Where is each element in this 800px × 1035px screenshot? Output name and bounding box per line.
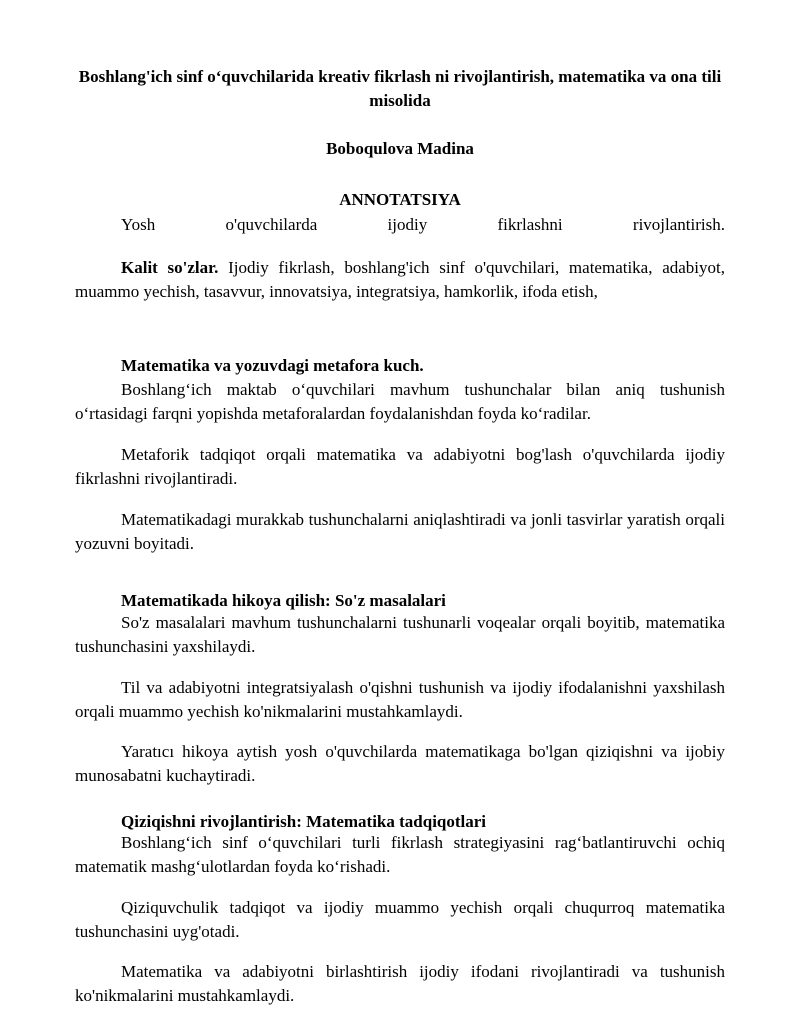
annotation-word: ijodiy	[387, 215, 428, 234]
paragraph: Metaforik tadqiqot orqali matematika va adabiyotni bog'lash o'quvchilarda ijodiy fikrlashni rivojlantiradi.	[75, 445, 725, 488]
paragraph: Til va adabiyotni integratsiyalash o'qishni tushunish va ijodiy ifodalanishni yaxshilash orqali muammo yechish ko'nikmalarini mustahkamlaydi.	[75, 678, 725, 721]
paragraph: Boshlang‘ich sinf o‘quvchilari turli fikrlash strategiyasini rag‘batlantiruvchi ochiq matematik mashg‘ulotlardan foyda ko‘rishadi.	[75, 833, 725, 876]
section-heading: Qiziqishni rivojlantirish: Matematika tadqiqotlari	[121, 812, 487, 831]
annotation-word: o'quvchilarda	[225, 215, 318, 234]
keywords-label: Kalit so'zlar.	[121, 258, 219, 277]
keywords-paragraph	[75, 256, 725, 304]
author-name: Boboqulova Madina	[326, 139, 474, 158]
paragraph: Yaratıcı hikoya aytish yosh o'quvchilarda matematikaga bo'lgan qiziqishni va ijobiy munosabatni kuchaytiradi.	[75, 742, 725, 785]
keywords-text: Ijodiy fikrlash, boshlang'ich sinf o'quvchilari, matematika, adabiyot, muammo yechish, tasavvur, innovatsiya, integratsiya, hamkorlik, ifoda etish,	[75, 258, 725, 301]
annotation-word: rivojlantirish.	[632, 215, 725, 234]
paragraph: Matematika va adabiyotni birlashtirish ijodiy ifodani rivojlantiradi va tushunish ko'nikmalarini mustahkamlaydi.	[75, 962, 725, 1005]
section-heading: Matematika va yozuvdagi metafora kuch.	[121, 356, 424, 375]
annotation-word: Yosh	[121, 215, 156, 234]
annotation-word: fikrlashni	[497, 215, 563, 234]
paragraph: Qiziquvchulik tadqiqot va ijodiy muammo yechish orqali chuqurroq matematika tushunchasini uyg'otadi.	[75, 898, 725, 941]
annotation-heading: ANNOTATSIYA	[339, 190, 461, 209]
section-heading: Matematikada hikoya qilish: So'z masalalari	[121, 591, 446, 610]
paragraph: So'z masalalari mavhum tushunchalarni tushunarli voqealar orqali boyitib, matematika tushunchasini yaxshilaydi.	[75, 613, 725, 656]
annotation-text	[75, 213, 725, 237]
document-title: Boshlang'ich sinf o‘quvchilarida kreativ fikrlash ni rivojlantirish, matematika va ona tili misolida	[78, 67, 722, 110]
paragraph: Matematikadagi murakkab tushunchalarni aniqlashtiradi va jonli tasvirlar yaratish orqali yozuvni boyitadi.	[75, 510, 725, 553]
paragraph: Boshlang‘ich maktab o‘quvchilari mavhum tushunchalar bilan aniq tushunish o‘rtasidagi farqni yopishda metaforalardan foydalanishdan foyda ko‘radilar.	[75, 380, 725, 423]
